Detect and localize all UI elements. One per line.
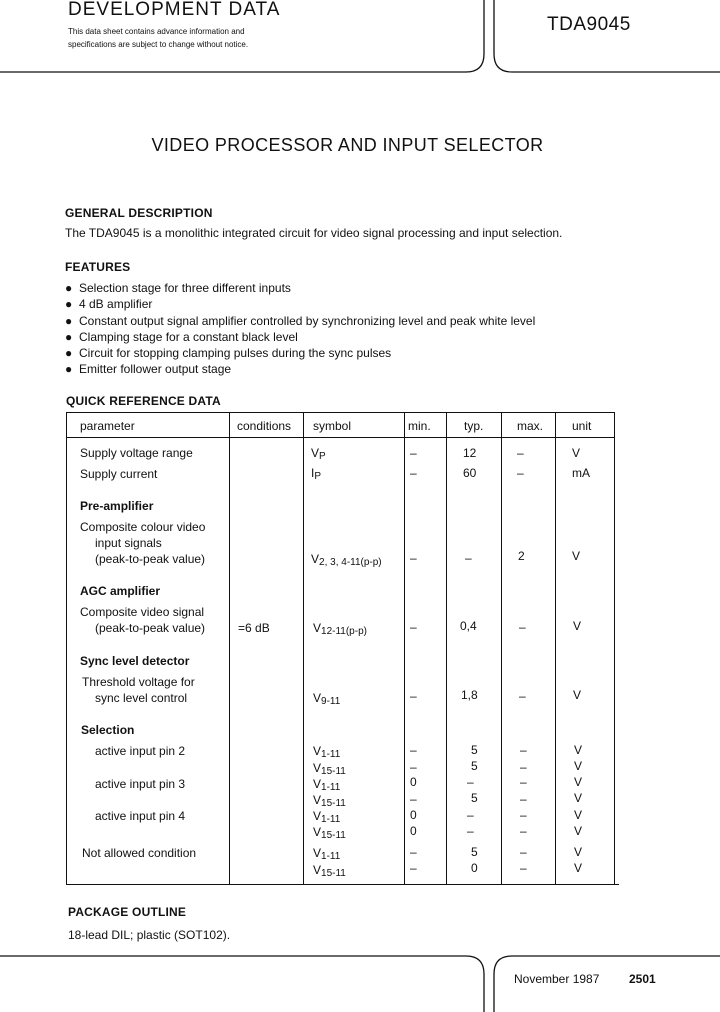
unit-value: V: [574, 824, 583, 838]
package-outline-heading: PACKAGE OUTLINE: [68, 905, 187, 919]
document-title: VIDEO PROCESSOR AND INPUT SELECTOR: [151, 135, 544, 155]
max-value: –: [520, 808, 527, 822]
typ-value: 1,8: [461, 688, 478, 702]
table-header-rule: [66, 437, 614, 438]
symbol-text: V: [313, 777, 322, 791]
min-value: –: [410, 689, 417, 703]
param-supply-current: Supply current: [80, 467, 158, 481]
min-value: –: [410, 792, 417, 806]
section-pre-amplifier: Pre-amplifier: [80, 499, 154, 513]
advance-info-note: [68, 25, 298, 51]
unit-value: V: [574, 759, 583, 773]
feature-item: [65, 280, 535, 296]
features-list: [65, 280, 535, 378]
symbol-text: V: [313, 825, 322, 839]
symbol-subscript: 15-11: [321, 766, 346, 777]
min-value: –: [410, 743, 417, 757]
max-value: –: [520, 760, 527, 774]
page-number: 2501: [629, 972, 656, 986]
max-value: –: [519, 689, 526, 703]
table-bottom-rule: [66, 884, 619, 885]
param-text: Threshold voltage for: [82, 675, 195, 689]
symbol-text: V: [313, 863, 322, 877]
unit-value: V: [574, 775, 583, 789]
symbol-cell: [313, 846, 340, 864]
unit-value: V: [572, 549, 581, 563]
min-value: –: [410, 620, 417, 634]
symbol-subscript: 15-11: [321, 868, 346, 879]
selection-label: Not allowed condition: [82, 846, 197, 860]
param-text: Composite colour video: [80, 520, 206, 534]
typ-value: 0: [471, 861, 478, 875]
symbol-subscript: 1-11: [321, 814, 341, 825]
feature-item: [65, 361, 535, 377]
footer-date: November 1987: [514, 972, 600, 986]
min-value: –: [410, 861, 417, 875]
bullet-icon: ●: [65, 329, 73, 344]
symbol-cell: [313, 744, 340, 762]
quick-reference-heading: QUICK REFERENCE DATA: [66, 394, 221, 408]
param-text: Composite video signal: [80, 605, 205, 619]
condition-value: =6 dB: [238, 621, 270, 635]
col-header-symbol: symbol: [313, 419, 352, 433]
max-value: –: [520, 743, 527, 757]
symbol-cell: [313, 691, 340, 709]
col-rule: [614, 412, 615, 885]
bullet-icon: ●: [65, 362, 73, 377]
symbol-subscript: 1-11: [321, 749, 341, 760]
symbol-text: I: [311, 466, 315, 480]
feature-item: [65, 313, 535, 329]
col-header-max: max.: [517, 419, 544, 433]
symbol-text: V: [313, 761, 322, 775]
min-value: –: [410, 845, 417, 859]
feature-text: 4 dB amplifier: [79, 297, 153, 312]
feature-text: Emitter follower output stage: [79, 362, 232, 377]
max-value: –: [520, 775, 527, 789]
table-top-rule: [66, 412, 614, 413]
typ-value: –: [467, 775, 474, 789]
symbol-subscript: 1-11: [321, 782, 341, 793]
features-heading: FEATURES: [65, 260, 131, 274]
symbol-cell: [311, 552, 382, 570]
bullet-icon: ●: [65, 313, 73, 328]
col-rule: [303, 412, 304, 885]
max-value: –: [519, 620, 526, 634]
symbol-cell: [313, 825, 346, 843]
section-sync-level-detector: Sync level detector: [80, 654, 190, 668]
col-rule: [229, 412, 230, 885]
unit-value: V: [574, 791, 583, 805]
max-value: –: [520, 845, 527, 859]
bullet-icon: ●: [65, 297, 73, 312]
feature-text: Clamping stage for a constant black level: [79, 329, 298, 344]
param-text: (peak-to-peak value): [95, 621, 206, 635]
col-rule: [446, 412, 447, 885]
symbol-text: V: [313, 793, 322, 807]
note-line-1: This data sheet contains advance information and: [68, 27, 245, 36]
note-line-2: specifications are subject to change without notice.: [68, 40, 249, 49]
col-header-unit: unit: [572, 419, 592, 433]
unit-value: V: [574, 808, 583, 822]
bullet-icon: ●: [65, 346, 73, 361]
header-rule-right: [494, 0, 720, 72]
unit-value: mA: [572, 466, 590, 480]
symbol-text: V: [313, 809, 322, 823]
symbol-text: V: [313, 846, 322, 860]
feature-text: Circuit for stopping clamping pulses during the sync pulses: [79, 346, 392, 361]
typ-value: 5: [471, 759, 478, 773]
param-text: (peak-to-peak value): [95, 552, 206, 566]
max-value: –: [520, 792, 527, 806]
feature-text: Constant output signal amplifier controlled by synchronizing level and peak white level: [79, 313, 536, 328]
symbol-subscript: P: [314, 471, 322, 482]
typ-value: –: [467, 808, 474, 822]
min-value: 0: [410, 808, 417, 822]
param-supply-voltage: Supply voltage range: [80, 446, 193, 460]
symbol-cell: [313, 621, 367, 639]
min-value: –: [410, 466, 417, 480]
min-value: –: [410, 551, 417, 565]
symbol-text: V: [313, 621, 322, 635]
typ-value: –: [465, 551, 472, 565]
selection-label: active input pin 2: [95, 744, 186, 758]
typ-value: 5: [471, 791, 478, 805]
symbol-subscript: P: [319, 451, 326, 462]
typ-value: 5: [471, 743, 478, 757]
symbol-subscript: 15-11: [321, 830, 346, 841]
col-rule: [555, 412, 556, 885]
symbol-subscript: 1-11: [321, 851, 341, 862]
max-value: –: [517, 466, 524, 480]
max-value: –: [517, 446, 524, 460]
part-number: TDA9045: [547, 14, 631, 35]
feature-item: [65, 329, 535, 345]
feature-item: [65, 296, 535, 312]
development-data-title: DEVELOPMENT DATA: [68, 0, 281, 20]
feature-item: [65, 345, 535, 361]
unit-value: V: [573, 619, 582, 633]
max-value: 2: [518, 549, 525, 563]
symbol-text: V: [311, 446, 320, 460]
min-value: –: [410, 446, 417, 460]
symbol-cell: [313, 863, 346, 881]
symbol-subscript: 9-11: [321, 696, 341, 707]
max-value: –: [520, 861, 527, 875]
typ-value: 0,4: [460, 619, 477, 633]
footer-rule-left: [0, 956, 484, 1012]
symbol-subscript: 2, 3, 4-11(p-p): [319, 557, 382, 568]
min-value: 0: [410, 824, 417, 838]
general-description-text: The TDA9045 is a monolithic integrated circuit for video signal processing and input selection.: [65, 226, 563, 240]
typ-value: 12: [463, 446, 477, 460]
col-rule: [501, 412, 502, 885]
symbol-subscript: 12-11(p-p): [321, 626, 367, 637]
selection-label: active input pin 4: [95, 809, 186, 823]
symbol-subscript: 15-11: [321, 798, 346, 809]
min-value: –: [410, 760, 417, 774]
symbol-text: V: [313, 691, 322, 705]
typ-value: –: [467, 824, 474, 838]
col-rule: [404, 412, 405, 885]
unit-value: V: [574, 845, 583, 859]
unit-value: V: [572, 446, 581, 460]
package-outline-text: 18-lead DIL; plastic (SOT102).: [68, 928, 231, 942]
typ-value: 5: [471, 845, 478, 859]
selection-label: active input pin 3: [95, 777, 186, 791]
col-header-typ: typ.: [464, 419, 484, 433]
symbol-cell: [311, 466, 321, 484]
feature-text: Selection stage for three different inputs: [79, 281, 291, 295]
general-description-heading: GENERAL DESCRIPTION: [65, 206, 213, 220]
section-selection: Selection: [81, 723, 135, 737]
col-header-conditions: conditions: [237, 419, 292, 433]
symbol-text: V: [313, 744, 322, 758]
symbol-text: V: [311, 552, 320, 566]
min-value: 0: [410, 775, 417, 789]
param-text: input signals: [95, 536, 162, 550]
unit-value: V: [574, 743, 583, 757]
col-header-parameter: parameter: [80, 419, 135, 433]
bullet-icon: ●: [65, 281, 73, 295]
table-left-rule: [66, 412, 67, 885]
param-text: sync level control: [95, 691, 188, 705]
max-value: –: [520, 824, 527, 838]
typ-value: 60: [463, 466, 477, 480]
unit-value: V: [574, 861, 583, 875]
symbol-cell: [311, 446, 326, 464]
unit-value: V: [573, 688, 582, 702]
section-agc-amplifier: AGC amplifier: [80, 584, 161, 598]
col-header-min: min.: [408, 419, 431, 433]
